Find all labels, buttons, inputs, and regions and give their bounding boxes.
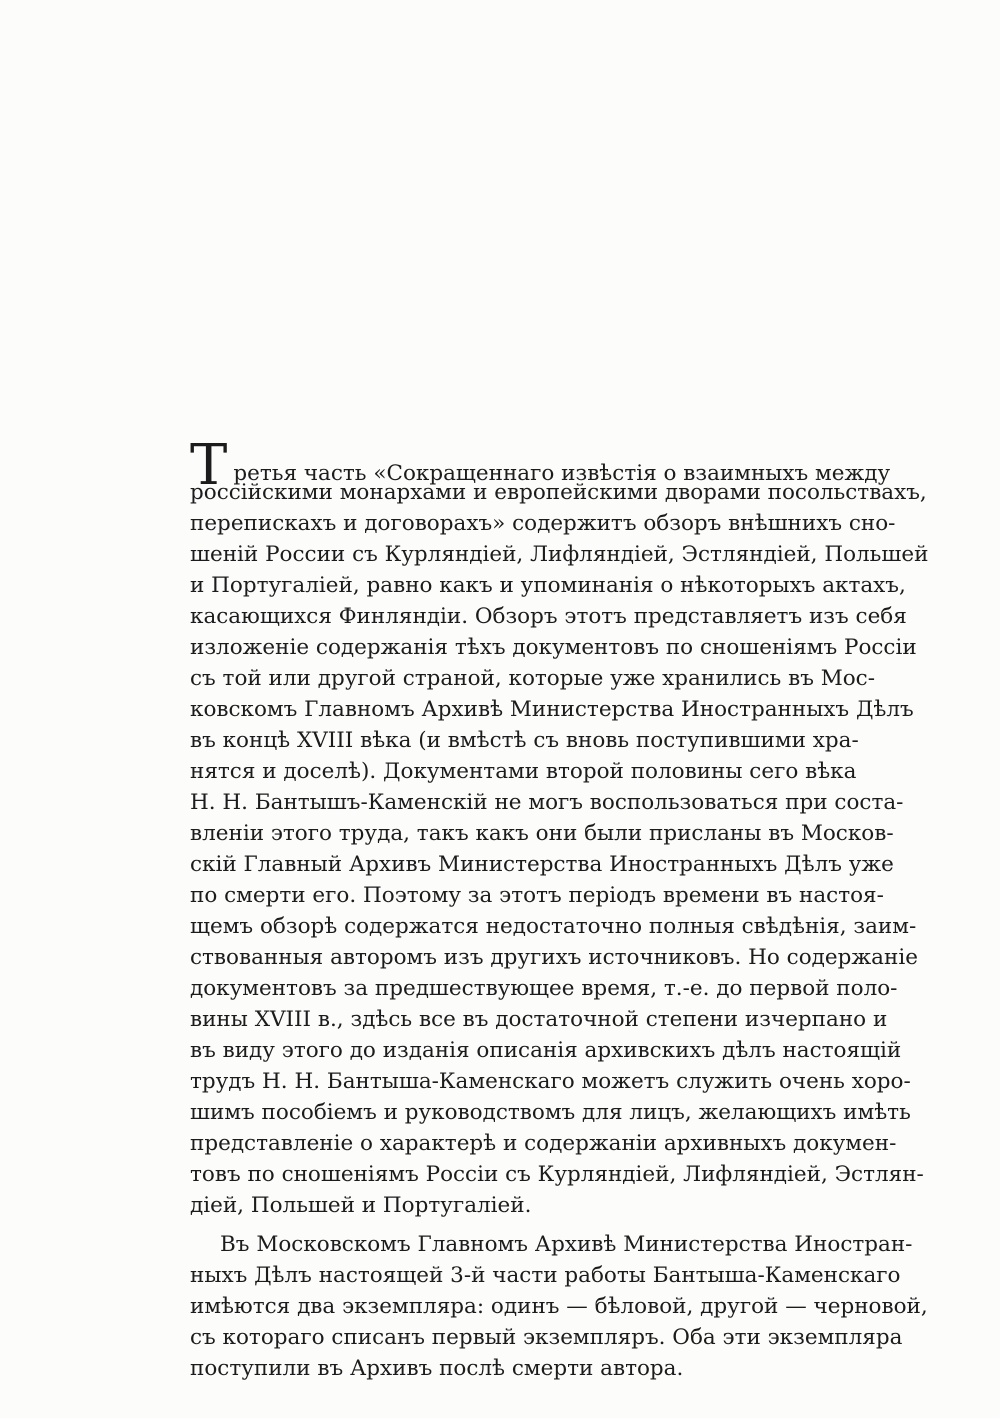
text-line: вленіи этого труда, такъ какъ они были присланы въ Москов- [190, 821, 894, 846]
text-line: товъ по сношеніямъ Россіи съ Курляндіей, Лифляндіей, Эстлян- [190, 1162, 924, 1187]
text-line-content: ретья часть «Сокращеннаго извѣстія о взаимныхъ между [233, 461, 891, 486]
text-line: въ виду этого до изданія описанія архивскихъ дѣлъ настоящій [190, 1038, 902, 1063]
text-line: ковскомъ Главномъ Архивѣ Министерства Иностранныхъ Дѣлъ [190, 697, 914, 722]
text-line: щемъ обзорѣ содержатся недостаточно полныя свѣдѣнія, заим- [190, 914, 917, 939]
text-line: изложеніе содержанія тѣхъ документовъ по сношеніямъ Россіи [190, 635, 917, 660]
text-line: документовъ за предшествующее время, т.-е. до первой поло- [190, 976, 898, 1001]
text-line: россійскими монархами и европейскими дворами посольствахъ, [190, 480, 927, 505]
body-text [190, 433, 929, 1384]
text-line: Н. Н. Бантышъ-Каменскій не могъ воспользоваться при соста- [190, 790, 904, 815]
text-line: имѣются два экземпляра: одинъ — бѣловой, другой — черновой, [190, 1294, 928, 1319]
text-line: представленіе о характерѣ и содержаніи архивныхъ докумен- [190, 1131, 897, 1156]
text-line: шеній России съ Курляндіей, Лифляндіей, Эстляндіей, Польшей [190, 542, 929, 567]
paragraph-gap [190, 1221, 838, 1229]
text-line: съ той или другой страной, которые уже хранились въ Мос- [190, 666, 875, 691]
text-line [190, 1229, 913, 1260]
text-line: діей, Польшей и Португаліей. [190, 1193, 532, 1218]
text-line: шимъ пособіемъ и руководствомъ для лицъ, желающихъ имѣть [190, 1100, 911, 1125]
text-line: ствованныя авторомъ изъ другихъ источниковъ. Но содержаніе [190, 945, 918, 970]
text-line: и Португаліей, равно какъ и упоминанія о нѣкоторыхъ актахъ, [190, 573, 906, 598]
text-line: по смерти его. Поэтому за этотъ періодъ времени въ настоя- [190, 883, 884, 908]
text-line: нятся и доселѣ). Документами второй половины сего вѣка [190, 759, 857, 784]
paragraph-2 [190, 1229, 928, 1384]
text-line: касающихся Финляндіи. Обзоръ этотъ представляетъ изъ себя [190, 604, 907, 629]
text-line: скій Главный Архивъ Министерства Иностранныхъ Дѣлъ уже [190, 852, 894, 877]
text-line: ныхъ Дѣлъ настоящей 3-й части работы Бантыша-Каменскаго [190, 1263, 901, 1288]
drop-cap: Т [190, 433, 228, 498]
text-line: перепискахъ и договорахъ» содержитъ обзоръ внѣшнихъ сно- [190, 511, 896, 536]
text-line: въ концѣ XVIII вѣка (и вмѣстѣ съ вновь поступившими хра- [190, 728, 859, 753]
text-line-content: Въ Московскомъ Главномъ Архивѣ Министерства Иностран- [220, 1232, 913, 1257]
text-line: трудъ Н. Н. Бантыша-Каменскаго можетъ служить очень хоро- [190, 1069, 911, 1094]
paragraph-1 [190, 433, 929, 1221]
text-line: вины XVIII в., здѣсь все въ достаточной степени изчерпано и [190, 1007, 888, 1032]
text-line: поступили въ Архивъ послѣ смерти автора. [190, 1356, 684, 1381]
text-line: съ котораго списанъ первый экземпляръ. Оба эти экземпляра [190, 1325, 903, 1350]
